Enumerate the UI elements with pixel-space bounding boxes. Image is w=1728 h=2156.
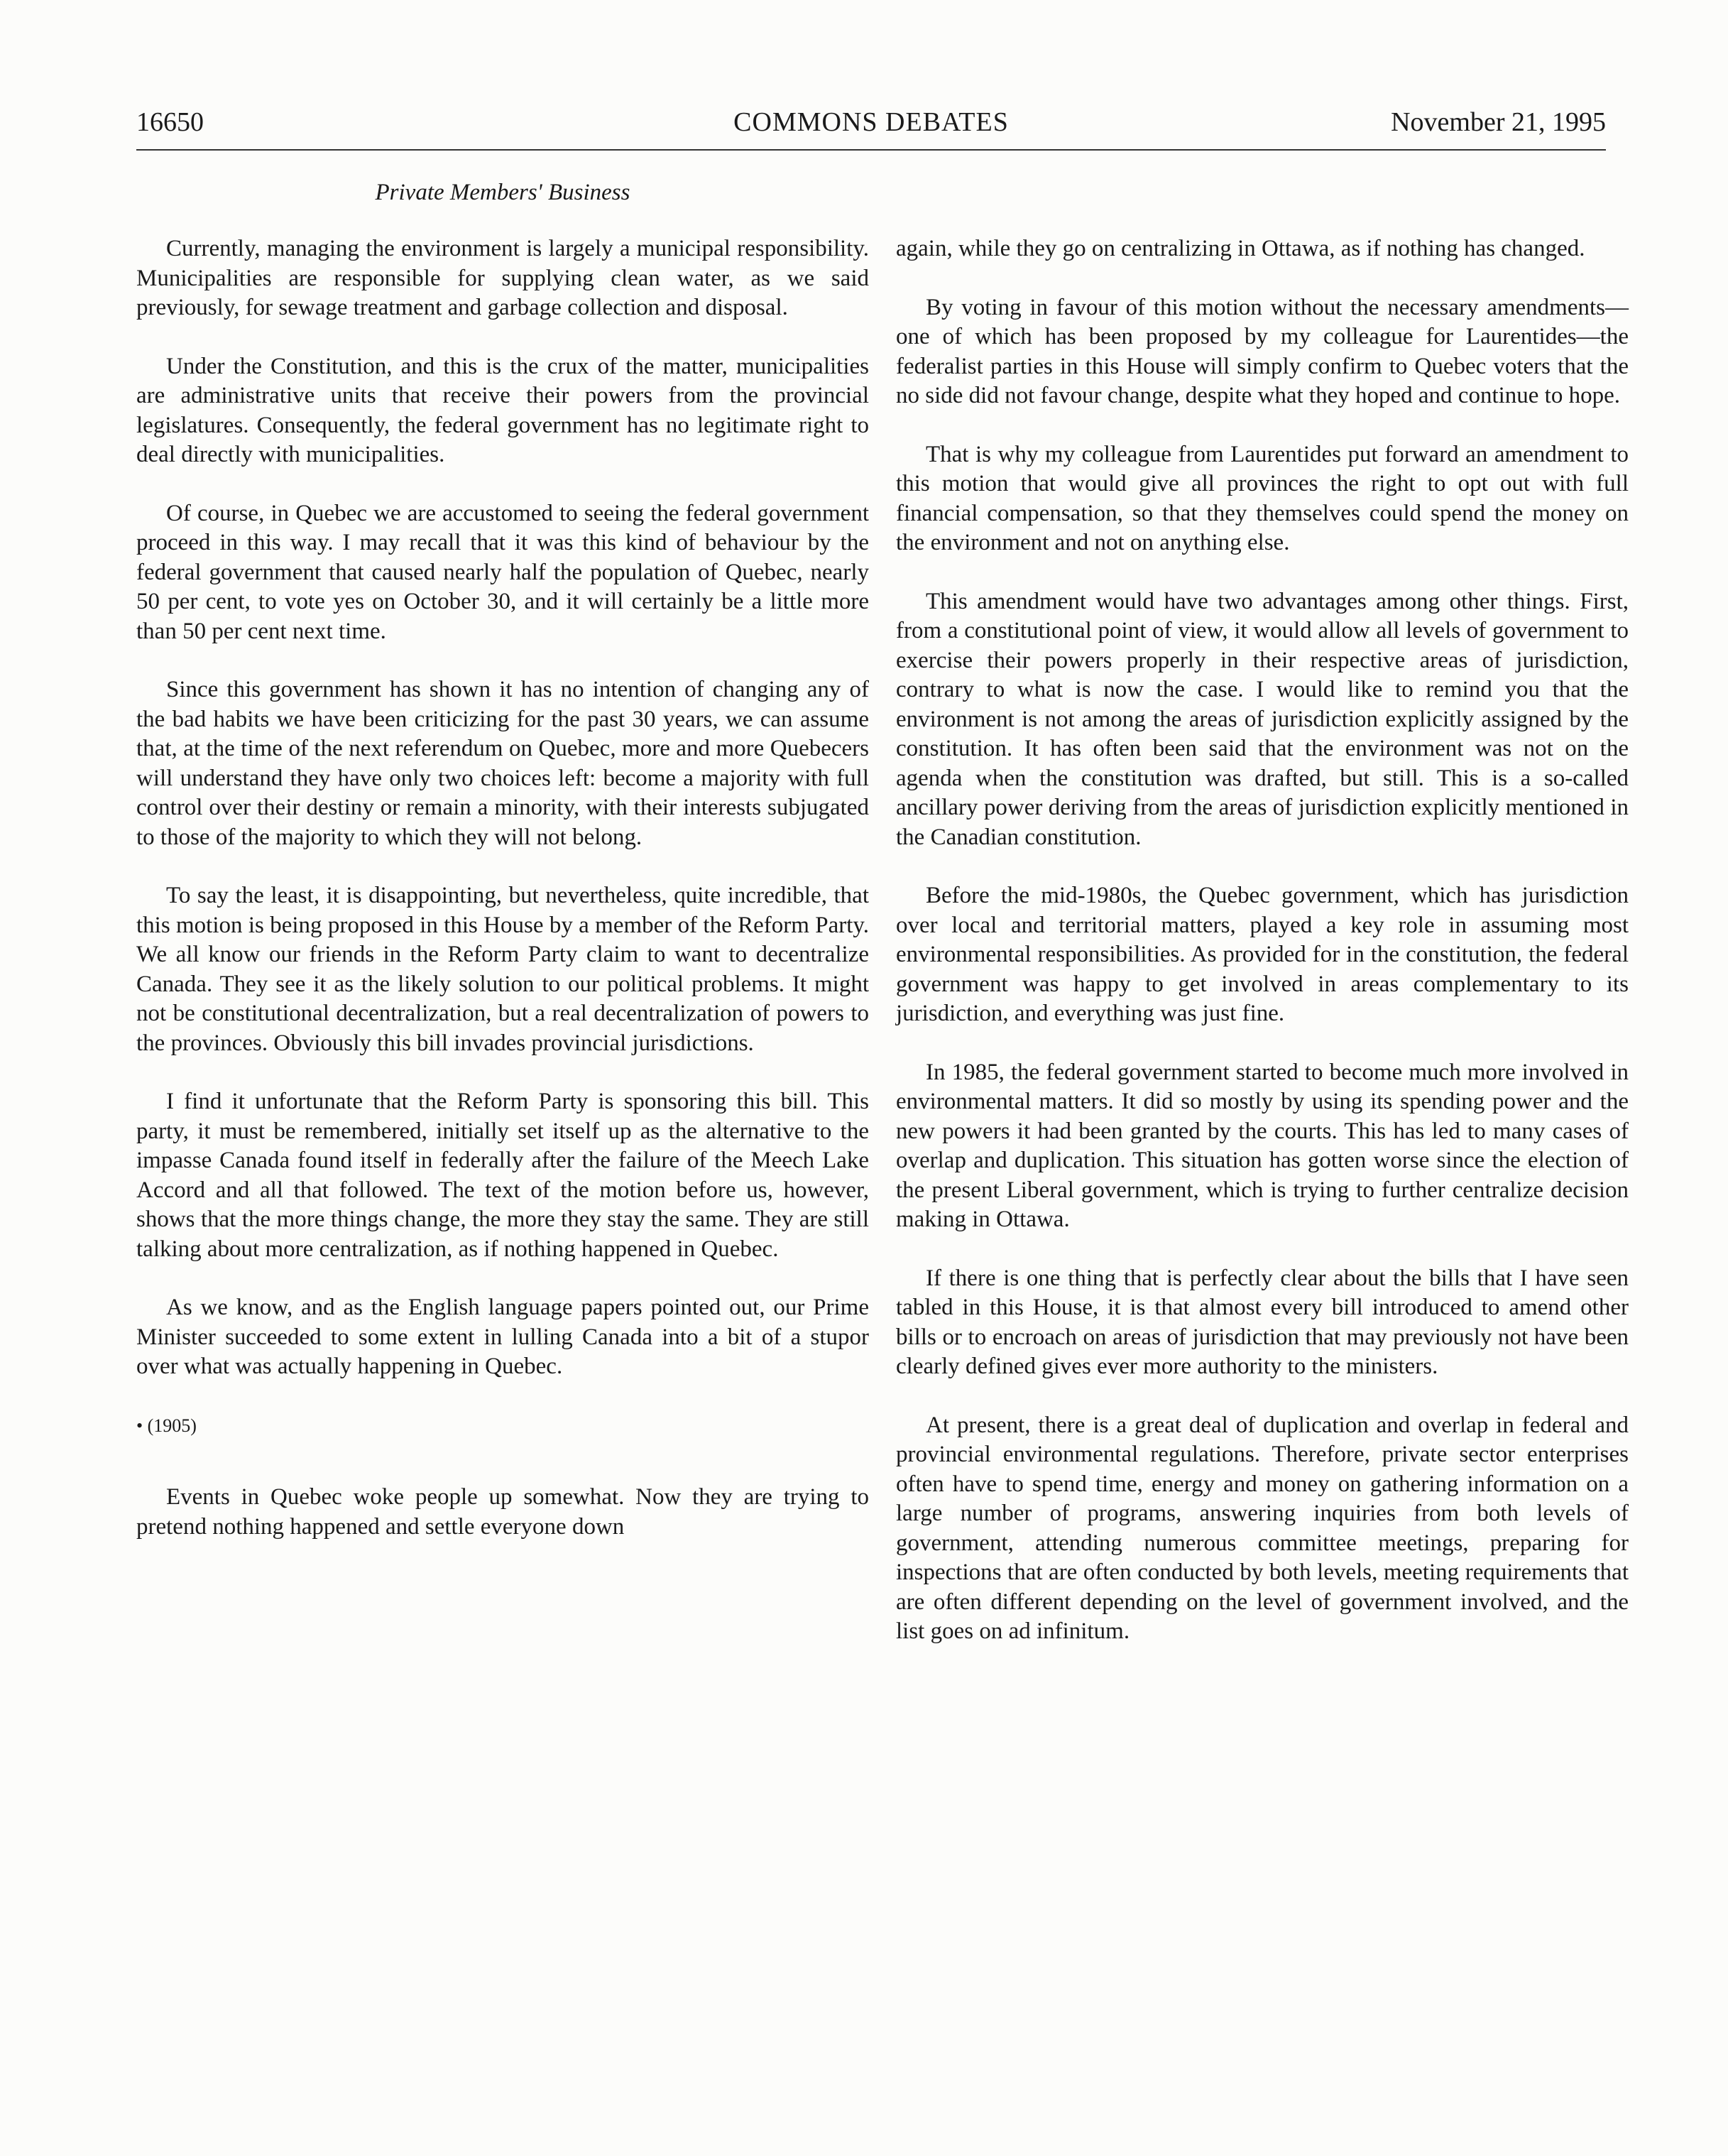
left-column (136, 234, 869, 1571)
paragraph: Currently, managing the environment is largely a municipal responsibility. Municipalities are responsible for supplying clean water, as we said previously, for sewage treatment and garbage collection and disposal. (136, 236, 869, 320)
paragraph: I find it unfortunate that the Reform Party is sponsoring this bill. This party, it must be remembered, initially set itself up as the alternative to the impasse Canada found itself in federally after the failure of the Meech Lake Accord and all that followed. The text of the motion before us, however, shows that the more things change, the more they stay the same. They are still talking about more centralization, as if nothing happened in Quebec. (136, 1089, 869, 1262)
paragraph: This amendment would have two advantages among other things. First, from a constitutional point of view, it would allow all levels of government to exercise their powers properly in their respective areas of jurisdiction, contrary to what is now the case. I would like to remind you that the environment is not among the areas of jurisdiction explicitly assigned by the constitution. It has often been said that the environment was not on the agenda when the constitution was drafted, but still. This is a so-called ancillary power deriving from the areas of jurisdiction explicitly mentioned in the Canadian constitution. (896, 588, 1629, 850)
paragraph: Before the mid-1980s, the Quebec government, which has jurisdiction over local and territorial matters, played a key role in assuming most environmental responsibilities. As provided for in the constitution, the federal government was happy to get involved in areas complementary to its jurisdiction, and everything was just fine. (896, 883, 1629, 1026)
paragraph: As we know, and as the English language papers pointed out, our Prime Minister succeeded to some extent in lulling Canada into a bit of a stupor over what was actually happening in Quebec. (136, 1295, 869, 1379)
paragraph: At present, there is a great deal of duplication and overlap in federal and provincial environmental regulations. Therefore, private sector enterprises often have to spend time, energy and money on gathering information on a large number of programs, answering inquiries from both levels of government, attending numerous committee meetings, preparing for inspections that are often conducted by both levels, meeting requirements that are often different depending on the level of government involved, and the list goes on ad infinitum. (896, 1412, 1629, 1644)
journal-title: COMMONS DEBATES (733, 107, 1009, 137)
paragraph: In 1985, the federal government started to become much more involved in environmental matters. It did so mostly by using its spending power and the new powers it had been granted by the courts. This has led to many cases of overlap and duplication. This situation has gotten worse since the election of the present Liberal government, which is trying to further centralize decision making in Ottawa. (896, 1059, 1629, 1232)
paragraph: That is why my colleague from Laurentides put forward an amendment to this motion that would give all provinces the right to opt out with full financial compensation, so that they themselves could spend the money on the environment and not on anything else. (896, 441, 1629, 555)
page-number: 16650 (136, 107, 204, 137)
paragraph: Of course, in Quebec we are accustomed to seeing the federal government proceed in this way. I may recall that it was this kind of behaviour by the federal government that caused nearly half the population of Quebec, nearly 50 per cent, to vote yes on October 30, and it will certainly be a little more than 50 per cent next time. (136, 500, 869, 644)
issue-date: November 21, 1995 (1391, 107, 1606, 137)
paragraph: If there is one thing that is perfectly clear about the bills that I have seen tabled in this House, it is that almost every bill introduced to amend other bills or to encroach on areas of jurisdiction that may previously not have been clearly defined gives ever more authority to the ministers. (896, 1265, 1629, 1379)
paragraph: Under the Constitution, and this is the crux of the matter, municipalities are administrative units that receive their powers from the provincial legislatures. Consequently, the federal government has no legitimate right to deal directly with municipalities. (136, 353, 869, 467)
paragraph: Events in Quebec woke people up somewhat. Now they are trying to pretend nothing happened and settle everyone down (136, 1484, 869, 1540)
section-title: Private Members' Business (375, 180, 630, 205)
continued-paragraph: again, while they go on centralizing in Ottawa, as if nothing has changed. (896, 236, 1585, 261)
paragraph: By voting in favour of this motion without the necessary amendments—one of which has been proposed by my colleague for Laurentides—the federalist parties in this House will simply confirm to Quebec voters that the no side did not favour change, despite what they hoped and continue to hope. (896, 294, 1629, 408)
running-head (136, 107, 1606, 151)
right-column (896, 234, 1629, 1676)
paragraph: Since this government has shown it has no intention of changing any of the bad habits we have been criticizing for the past 30 years, we can assume that, at the time of the next referendum on Quebec, more and more Quebecers will understand they have only two choices left: become a majority with full control over their destiny or remain a minority, with their interests subjugated to those of the majority to which they will not belong. (136, 677, 869, 850)
paragraph: To say the least, it is disappointing, but nevertheless, quite incredible, that this motion is being proposed in this House by a member of the Reform Party. We all know our friends in the Reform Party claim to want to decentralize Canada. They see it as the likely solution to our political problems. It might not be constitutional decentralization, but a real decentralization of powers to the provinces. Obviously this bill invades provincial jurisdictions. (136, 883, 869, 1056)
time-marker: • (1905) (136, 1415, 197, 1436)
